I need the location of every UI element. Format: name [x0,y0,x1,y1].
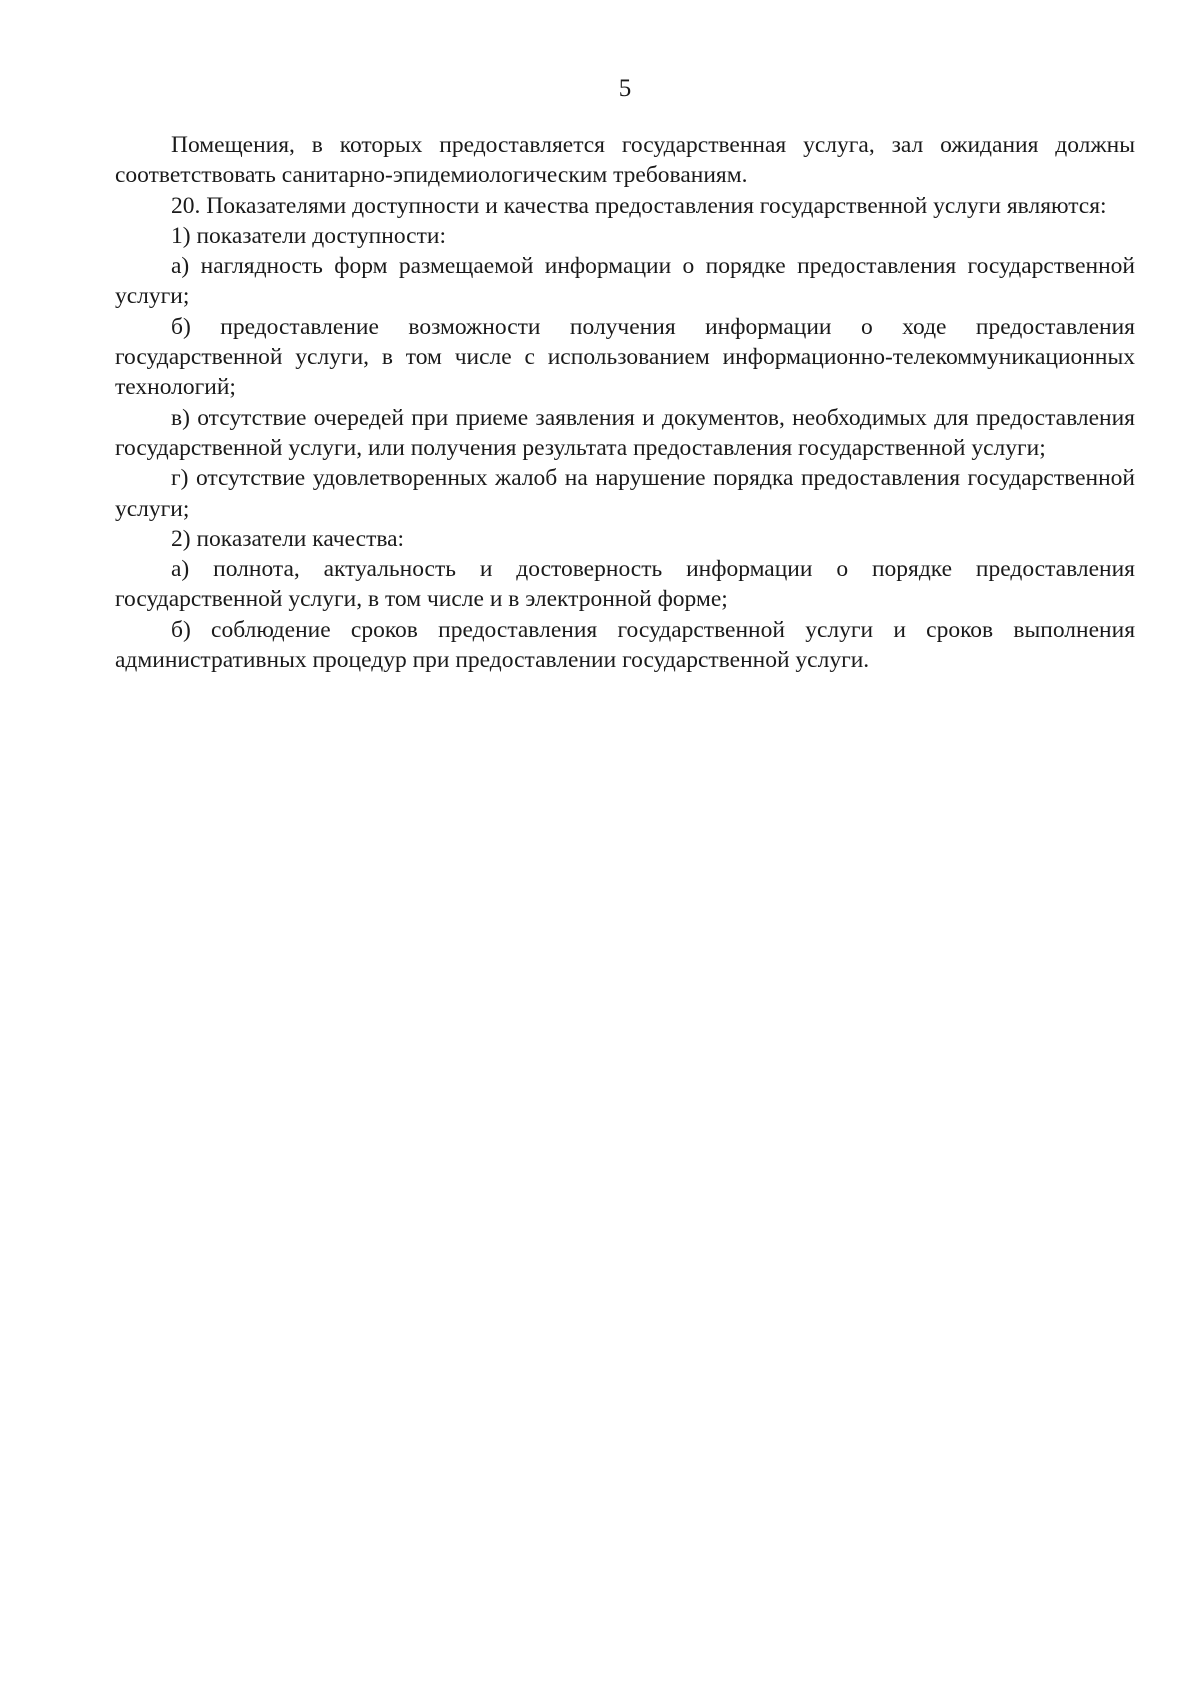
paragraph-accessibility-v: в) отсутствие очередей при приеме заявления и документов, необходимых для предоставления государственной услуги, или получения результата предоставления государственной услуги; [115,404,1135,461]
paragraph-accessibility-a: а) наглядность форм размещаемой информации о порядке предоставления государственной услуги; [115,253,1135,310]
paragraph-quality-b: б) соблюдение сроков предоставления государственной услуги и сроков выполнения административных процедур при предоставлении государственной услуги. [115,616,1135,674]
paragraph-premises-requirements: Помещения, в которых предоставляется государственная услуга, зал ожидания должны соответствовать санитарно-эпидемиологическим требованиям. [115,132,1135,189]
page-number: 5 [618,75,632,102]
document-body [115,130,1135,675]
paragraph-accessibility-b: б) предоставление возможности получения информации о ходе предоставления государственной услуги, в том числе с использованием информационно-телекоммуникационных технологий; [115,313,1135,401]
paragraph-item-20: 20. Показателями доступности и качества предоставления государственной услуги являются: [171,192,1107,219]
paragraph-quality-a: а) полнота, актуальность и достоверность информации о порядке предоставления государственной услуги, в том числе и в электронной форме; [115,556,1135,613]
paragraph-quality-heading: 2) показатели качества: [171,525,405,552]
paragraph-accessibility-heading: 1) показатели доступности: [171,222,446,249]
paragraph-accessibility-g: г) отсутствие удовлетворенных жалоб на нарушение порядка предоставления государственной услуги; [115,465,1135,522]
